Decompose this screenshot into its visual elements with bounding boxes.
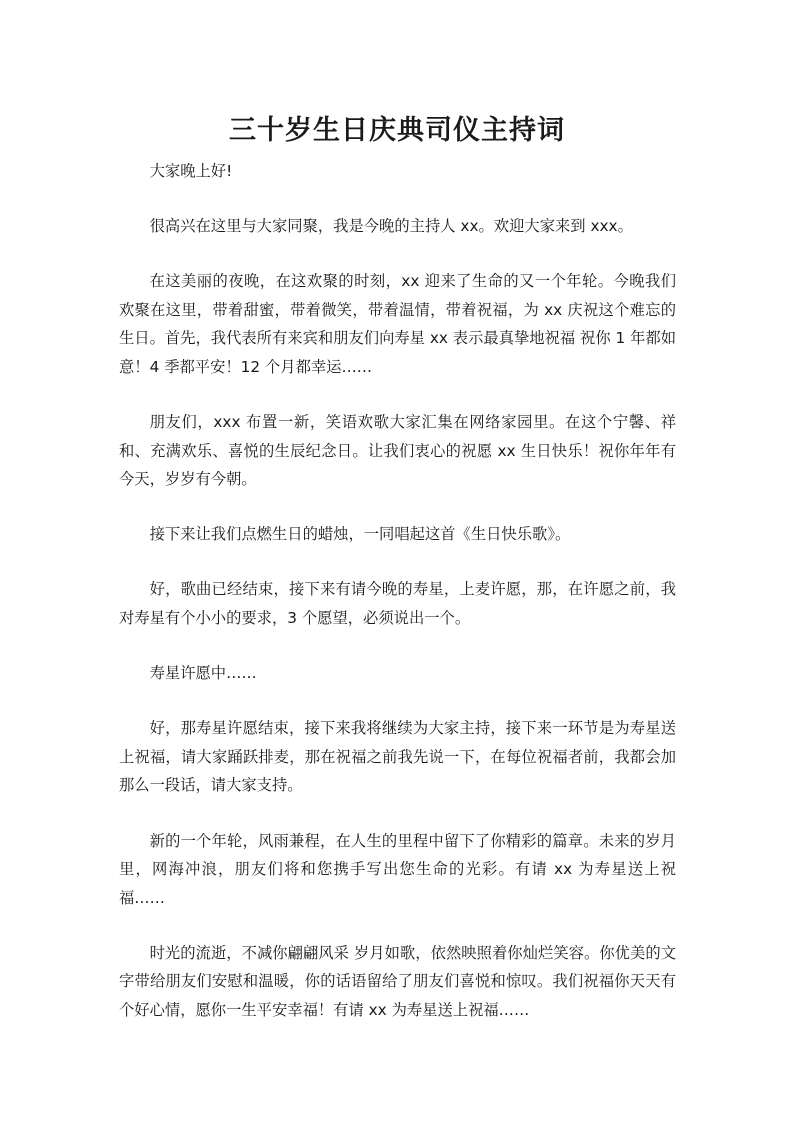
paragraph: 很高兴在这里与大家同聚，我是今晚的主持人 xx。欢迎大家来到 xxx。 <box>149 217 633 236</box>
paragraph: 好，歌曲已经结束，接下来有请今晚的寿星，上麦许愿，那，在许愿之前，我对寿星有个小小的要求，3 个愿望，必须说出一个。 <box>119 580 676 628</box>
document-body <box>119 157 676 1051</box>
paragraph: 好，那寿星许愿结束，接下来我将继续为大家主持，接下来一环节是为寿星送上祝福，请大家踊跃排麦，那在祝福之前我先说一下，在每位祝福者前，我都会加那么一段话，请大家支持。 <box>119 719 676 795</box>
document-title: 三十岁生日庆典司仪主持词 <box>229 115 565 146</box>
paragraph: 新的一个年轮，风雨兼程，在人生的里程中留下了你精彩的篇章。未来的岁月里，网海冲浪，朋友们将和您携手写出您生命的光彩。有请 xx 为寿星送上祝福…… <box>119 831 676 907</box>
paragraph: 朋友们，xxx 布置一新，笑语欢歌大家汇集在网络家园里。在这个宁馨、祥和、充满欢乐、喜悦的生辰纪念日。让我们衷心的祝愿 xx 生日快乐！祝你年年有今天，岁岁有今朝。 <box>119 413 676 489</box>
paragraph: 大家晚上好! <box>149 162 233 180</box>
paragraph: 接下来让我们点燃生日的蜡烛，一同唱起这首《生日快乐歌》。 <box>149 525 571 544</box>
paragraph: 寿星许愿中…… <box>149 664 257 683</box>
paragraph: 时光的流逝，不减你翩翩风采 岁月如歌，依然映照着你灿烂笑容。你优美的文字带给朋友们安慰和温暖，你的话语留给了朋友们喜悦和惊叹。我们祝福你天天有个好心情，愿你一生平安幸福！有请 xx 为寿星送上祝福…… <box>119 943 676 1019</box>
paragraph: 在这美丽的夜晚，在这欢聚的时刻，xx 迎来了生命的又一个年轮。今晚我们欢聚在这里，带着甜蜜，带着微笑，带着温情，带着祝福，为 xx 庆祝这个难忘的生日。首先，我代表所有来宾和朋友们向寿星 xx 表示最真挚地祝福 祝你 1 年都如意！4 季都平安！12 个月都幸运…… <box>119 272 676 376</box>
